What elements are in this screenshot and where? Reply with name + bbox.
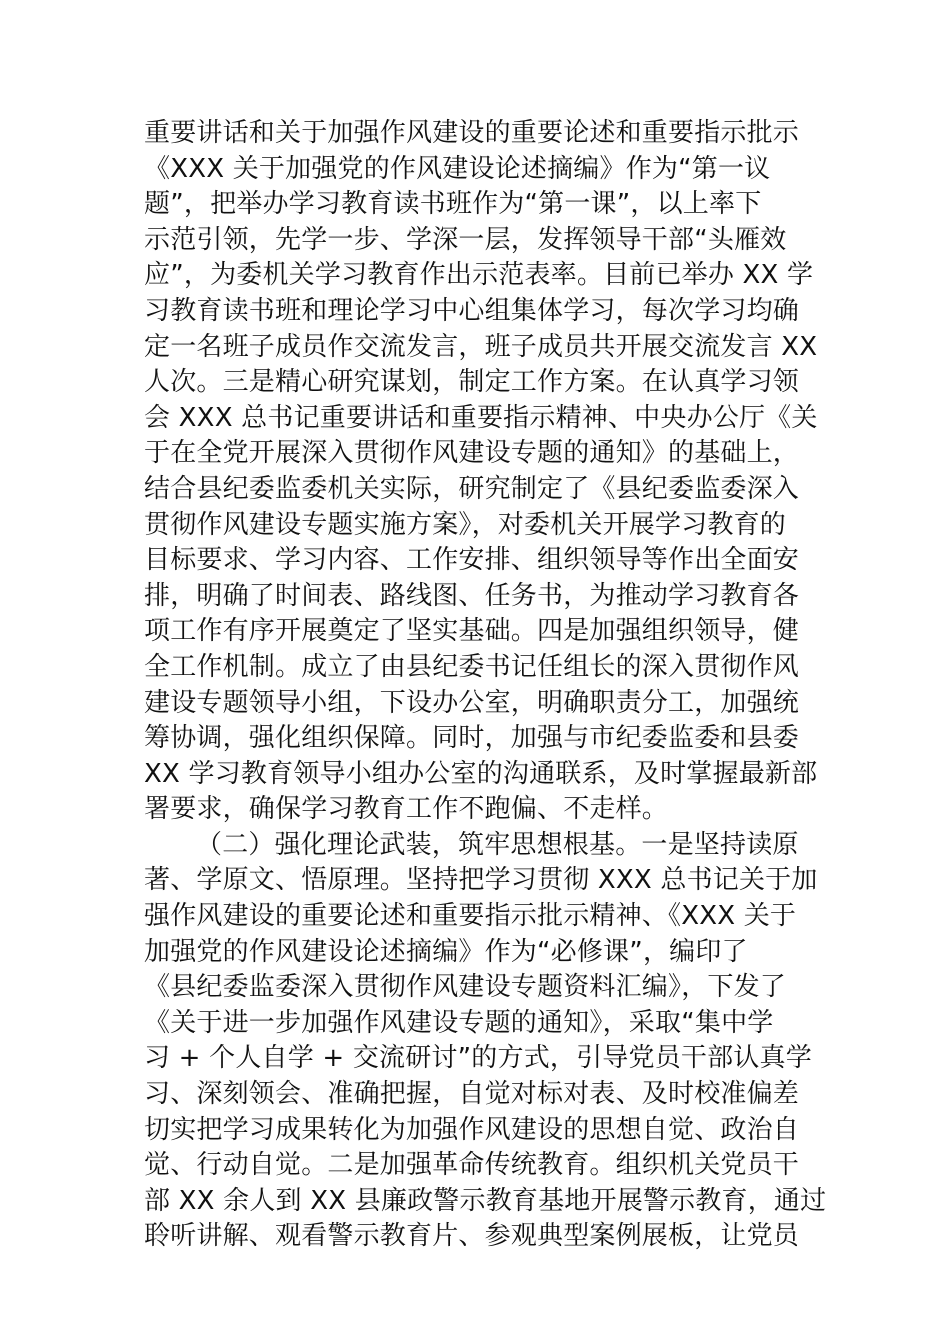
text-line: 觉、行动自觉。二是加强革命传统教育。组织机关党员干 xyxy=(144,1150,800,1181)
text-line: 定一名班子成员作交流发言，班子成员共开展交流发言 XX xyxy=(144,331,818,362)
text-line: 《县纪委监委深入贯彻作风建设专题资料汇编》，下发了 xyxy=(144,972,787,1003)
text-line: 结合县纪委监委机关实际，研究制定了《县纪委监委深入 xyxy=(144,473,800,504)
text-line: 聆听讲解、观看警示教育片、参观典型案例展板，让党员 xyxy=(144,1221,800,1252)
text-line: 目标要求、学习内容、工作安排、组织领导等作出全面安 xyxy=(144,545,800,576)
text-line: 习教育读书班和理论学习中心组集体学习，每次学习均确 xyxy=(144,295,800,326)
text-line: 排，明确了时间表、路线图、任务书，为推动学习教育各 xyxy=(144,580,800,611)
text-line: 加强党的作风建设论述摘编》作为“必修课”，编印了 xyxy=(144,936,748,967)
text-line: 贯彻作风建设专题实施方案》，对委机关开展学习教育的 xyxy=(144,509,787,540)
text-line: 习、深刻领会、准确把握，自觉对标对表、及时校准偏差 xyxy=(144,1079,800,1110)
text-line: 项工作有序开展奠定了坚实基础。四是加强组织领导，健 xyxy=(144,616,800,647)
text-line: 题”，把举办学习教育读书班作为“第一课”，以上率下 xyxy=(144,189,762,220)
text-line: 署要求，确保学习教育工作不跑偏、不走样。 xyxy=(144,794,669,825)
text-line: 《关于进一步加强作风建设专题的通知》，采取“集中学 xyxy=(144,1007,774,1038)
text-line: 建设专题领导小组，下设办公室，明确职责分工，加强统 xyxy=(144,687,800,718)
text-line: XX 学习教育领导小组办公室的沟通联系，及时掌握最新部 xyxy=(144,758,818,789)
text-line: 应”，为委机关学习教育作出示范表率。目前已举办 XX 学 xyxy=(144,260,814,291)
section-heading-line: （二）强化理论武装，筑牢思想根基。一是坚持读原 xyxy=(196,829,799,860)
text-line: 重要讲话和关于加强作风建设的重要论述和重要指示批示 xyxy=(144,118,800,148)
text-line: 全工作机制。成立了由县纪委书记任组长的深入贯彻作风 xyxy=(144,651,800,682)
text-line: 人次。三是精心研究谋划，制定工作方案。在认真学习领 xyxy=(144,367,800,398)
text-line: 《XXX 关于加强党的作风建设论述摘编》作为“第一议 xyxy=(144,153,771,184)
text-line: 强作风建设的重要论述和重要指示批示精神、《XXX 关于 xyxy=(144,901,797,932)
text-line: 于在全党开展深入贯彻作风建设专题的通知》的基础上， xyxy=(144,438,800,469)
text-line: 切实把学习成果转化为加强作风建设的思想自觉、政治自 xyxy=(144,1114,800,1145)
text-line: 会 XXX 总书记重要讲话和重要指示精神、中央办公厅《关 xyxy=(144,402,818,433)
text-line: 筹协调，强化组织保障。同时，加强与市纪委监委和县委 xyxy=(144,723,800,754)
text-line: 部 XX 余人到 XX 县廉政警示教育基地开展警示教育，通过 xyxy=(144,1185,827,1216)
text-line: 习 + 个人自学 + 交流研讨”的方式，引导党员干部认真学 xyxy=(144,1043,812,1074)
document-body xyxy=(144,116,827,1255)
text-line: 示范引领，先学一步、学深一层，发挥领导干部“头雁效 xyxy=(144,224,787,255)
text-line: 著、学原文、悟原理。坚持把学习贯彻 XXX 总书记关于加 xyxy=(144,865,818,896)
